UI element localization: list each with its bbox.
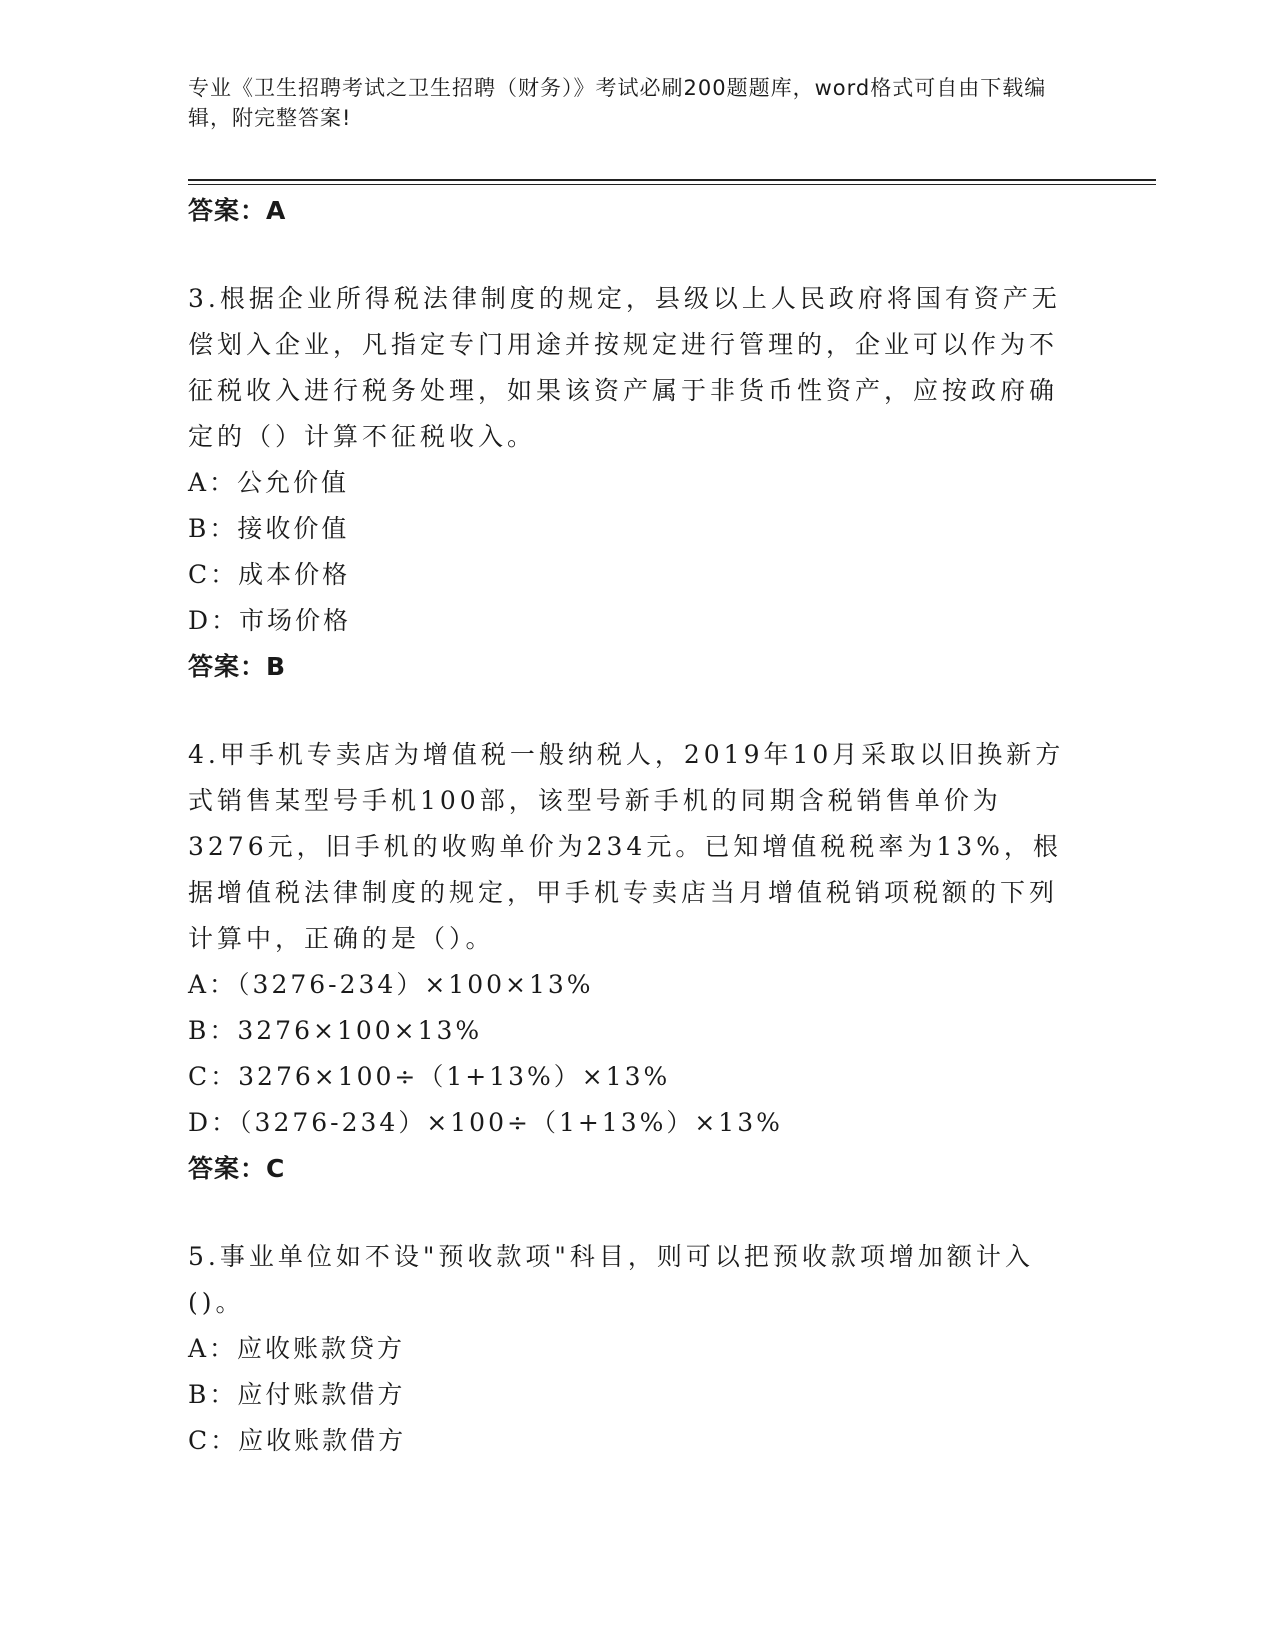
option-d: D：（3276-234）×100÷（1+13%）×13% xyxy=(188,1108,783,1137)
answer-label: 答案：A xyxy=(188,196,287,225)
option-b: B：3276×100×13% xyxy=(188,1016,483,1045)
option-b: B：接收价值 xyxy=(188,514,350,543)
header-divider xyxy=(188,179,1156,181)
question-3 xyxy=(188,276,1068,690)
option-c: C：应收账款借方 xyxy=(188,1426,407,1455)
option-a: A：（3276-234）×100×13% xyxy=(188,970,594,999)
question-text: 5.事业单位如不设"预收款项"科目，则可以把预收款项增加额计入()。 xyxy=(188,1242,1034,1317)
question-text: 4.甲手机专卖店为增值税一般纳税人，2019年10月采取以旧换新方式销售某型号手机100部，该型号新手机的同期含税销售单价为3276元，旧手机的收购单价为234元。已知增值税税率为13%，根据增值税法律制度的规定，甲手机专卖店当月增值税销项税额的下列计算中，正确的是（）。 xyxy=(188,740,1065,953)
option-d: D：市场价格 xyxy=(188,606,352,635)
question-5 xyxy=(188,1234,1068,1464)
question-text: 3.根据企业所得税法律制度的规定，县级以上人民政府将国有资产无偿划入企业，凡指定专门用途并按规定进行管理的，企业可以作为不征税收入进行税务处理，如果该资产属于非货币性资产，应按政府确定的（）计算不征税收入。 xyxy=(188,284,1061,451)
option-a: A：应收账款贷方 xyxy=(188,1334,406,1363)
answer-label: 答案：B xyxy=(188,652,287,681)
header-divider-thin xyxy=(188,184,1156,185)
option-c: C：成本价格 xyxy=(188,560,351,589)
answer-label: 答案：C xyxy=(188,1154,286,1183)
document-body xyxy=(188,188,1068,1464)
header-text: 专业《卫生招聘考试之卫生招聘（财务）》考试必刷200题题库，word格式可自由下载编辑，附完整答案! xyxy=(188,76,1047,130)
question-4 xyxy=(188,732,1068,1192)
document-header xyxy=(188,73,1068,133)
option-b: B：应付账款借方 xyxy=(188,1380,406,1409)
option-c: C：3276×100÷（1+13%）×13% xyxy=(188,1062,671,1091)
option-a: A：公允价值 xyxy=(188,468,350,497)
